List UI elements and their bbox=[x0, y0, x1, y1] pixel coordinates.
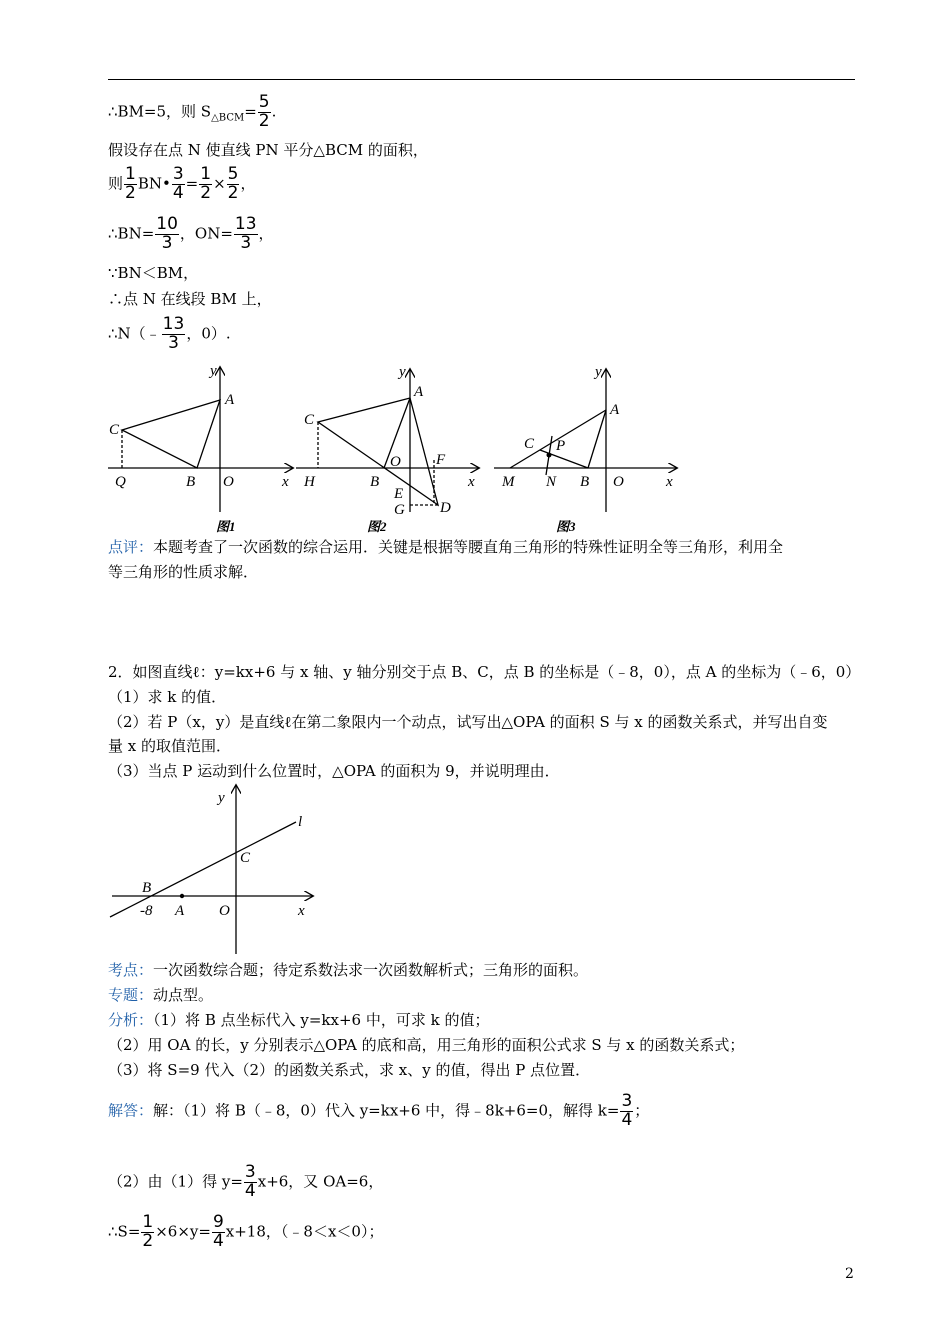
label-y: y bbox=[595, 364, 602, 380]
label-g: G bbox=[394, 502, 405, 518]
fraction bbox=[141, 1214, 154, 1251]
q2-part2b: 量 x 的取值范围． bbox=[108, 737, 231, 755]
text: . bbox=[271, 102, 277, 121]
zhuanti-label: 专题： bbox=[108, 986, 154, 1004]
numerator: 10 bbox=[156, 214, 178, 234]
denominator: 4 bbox=[244, 1180, 256, 1201]
fraction bbox=[212, 1214, 225, 1251]
fraction bbox=[234, 216, 258, 253]
label-c: C bbox=[109, 422, 120, 438]
numerator: 3 bbox=[621, 1091, 633, 1111]
text: ∴N（﹣ bbox=[108, 324, 161, 343]
q2-part3: （3）当点 P 运动到什么位置时，△OPA 的面积为 9，并说明理由． bbox=[108, 762, 560, 780]
denominator: 4 bbox=[212, 1230, 224, 1251]
numerator: 13 bbox=[234, 214, 257, 234]
label-q: Q bbox=[115, 474, 126, 490]
denominator: 3 bbox=[161, 232, 173, 253]
text: = bbox=[185, 174, 199, 193]
fenxi-line-1 bbox=[108, 1013, 490, 1028]
text: ×6×y= bbox=[155, 1222, 211, 1241]
fraction bbox=[155, 216, 179, 253]
zhuanti-line bbox=[108, 988, 213, 1003]
kaodian-text: 一次函数综合题；待定系数法求一次函数解析式；三角形的面积。 bbox=[153, 961, 589, 979]
line-assume: 假设存在点 N 使直线 PN 平分△BCM 的面积， bbox=[108, 141, 428, 159]
text: 则 bbox=[108, 174, 124, 193]
label-o: O bbox=[223, 474, 234, 490]
comment-line-2: 等三角形的性质求解． bbox=[108, 563, 259, 581]
fraction bbox=[172, 166, 185, 203]
denominator: 4 bbox=[172, 182, 184, 203]
label-a: A bbox=[414, 384, 424, 400]
fraction bbox=[227, 166, 240, 203]
numerator: 13 bbox=[162, 314, 185, 334]
comment-line-1 bbox=[108, 540, 783, 555]
label-c: C bbox=[240, 850, 251, 866]
label-o: O bbox=[613, 474, 624, 490]
label-y: y bbox=[218, 790, 225, 806]
caption-fig1: 图1 bbox=[216, 519, 236, 534]
kaodian-line bbox=[108, 963, 588, 978]
text: ， bbox=[258, 224, 274, 243]
label-y: y bbox=[210, 363, 217, 379]
zhuanti-text: 动点型。 bbox=[153, 986, 214, 1004]
jieda-label: 解答： bbox=[108, 1101, 154, 1120]
label-b: B bbox=[186, 474, 196, 490]
triangle-abc bbox=[122, 400, 220, 468]
numerator: 1 bbox=[125, 164, 136, 184]
line-segment: ∴点 N 在线段 BM 上， bbox=[108, 290, 272, 308]
denominator: 2 bbox=[142, 1230, 154, 1251]
label-o: O bbox=[390, 454, 401, 470]
solution-part2 bbox=[108, 1164, 383, 1201]
label-b: B bbox=[580, 474, 590, 490]
jieda-line bbox=[108, 1093, 649, 1130]
label-l: l bbox=[298, 814, 303, 830]
figure-line-l bbox=[100, 780, 320, 960]
text: ， bbox=[240, 174, 256, 193]
label-x: x bbox=[282, 474, 289, 490]
label-e: E bbox=[394, 486, 404, 502]
fraction bbox=[244, 1164, 257, 1201]
label-y: y bbox=[399, 364, 406, 380]
numerator: 9 bbox=[212, 1212, 224, 1232]
numerator: 3 bbox=[244, 1162, 256, 1182]
label-b: B bbox=[142, 880, 152, 896]
text: BN• bbox=[137, 174, 171, 193]
label-m: M bbox=[502, 474, 515, 490]
text: （2）由（1）得 y= bbox=[108, 1172, 243, 1191]
denominator: 3 bbox=[168, 332, 179, 353]
label-c: C bbox=[304, 412, 315, 428]
denominator: 2 bbox=[200, 182, 212, 203]
text: ∴BN= bbox=[108, 224, 155, 243]
line-ratio bbox=[108, 166, 256, 203]
fenxi-label: 分析： bbox=[108, 1011, 154, 1029]
fenxi-line-2: （2）用 OA 的长，y 分别表示△OPA 的底和高，用三角形的面积公式求 S 与 x 的函数关系式； bbox=[108, 1036, 745, 1054]
comment-text: 本题考查了一次函数的综合运用．关键是根据等腰直角三角形的特殊性证明全等三角形，利用全 bbox=[153, 538, 784, 556]
figure-3 bbox=[494, 370, 676, 512]
text: ； bbox=[634, 1101, 650, 1120]
label-n: N bbox=[546, 474, 557, 490]
line-bn bbox=[108, 216, 274, 253]
text: ，ON= bbox=[179, 224, 233, 243]
caption-fig3: 图3 bbox=[556, 519, 576, 534]
figure-2 bbox=[296, 370, 478, 512]
label-d: D bbox=[440, 500, 451, 516]
text: = bbox=[244, 102, 257, 121]
text: × bbox=[213, 174, 226, 193]
label-p: P bbox=[556, 438, 566, 454]
jieda-text: 解：（1）将 B（﹣8，0）代入 y=kx+6 中，得﹣8k+6=0，解得 k= bbox=[153, 1101, 620, 1120]
label-x: x bbox=[298, 903, 305, 919]
solution-area bbox=[108, 1214, 383, 1251]
kaodian-label: 考点： bbox=[108, 961, 154, 979]
label-a: A bbox=[225, 392, 235, 408]
fraction bbox=[258, 94, 271, 131]
fraction bbox=[162, 316, 186, 353]
figures-1-3 bbox=[100, 358, 690, 538]
page-number: 2 bbox=[845, 1266, 854, 1282]
fenxi-line-3: （3）将 S=9 代入（2）的函数关系式，求 x、y 的值，得出 P 点位置． bbox=[108, 1061, 591, 1079]
label-f: F bbox=[436, 452, 446, 468]
figure-1 bbox=[108, 368, 292, 512]
denominator: 2 bbox=[125, 182, 136, 203]
denominator: 2 bbox=[258, 110, 270, 131]
label-a: A bbox=[175, 903, 185, 919]
numerator: 5 bbox=[227, 164, 239, 184]
q2-stem: 2．如图直线ℓ：y=kx+6 与 x 轴、y 轴分别交于点 B、C，点 B 的坐标是（﹣8，0），点 A 的坐标为（﹣6，0） bbox=[108, 663, 861, 681]
q2-part2a: （2）若 P（x，y）是直线ℓ在第二象限内一个动点，试写出△OPA 的面积 S 与 x 的函数关系式，并写出自变 bbox=[108, 713, 828, 731]
numerator: 5 bbox=[258, 92, 270, 112]
fraction bbox=[124, 166, 137, 203]
label-o: O bbox=[219, 903, 230, 919]
label-h: H bbox=[304, 474, 315, 490]
line-n-coord bbox=[108, 316, 231, 353]
point-p bbox=[547, 453, 552, 458]
line-compare: ∵BN＜BM， bbox=[108, 264, 199, 282]
numerator: 3 bbox=[172, 164, 184, 184]
header-rule bbox=[108, 79, 855, 80]
text: ∴BM=5，则 S bbox=[108, 102, 212, 121]
label-b: B bbox=[370, 474, 380, 490]
denominator: 4 bbox=[621, 1109, 633, 1130]
label-c: C bbox=[524, 436, 535, 452]
point-a bbox=[180, 894, 184, 898]
text: x+18，（﹣8＜x＜0）； bbox=[225, 1222, 384, 1241]
denominator: 3 bbox=[240, 232, 252, 253]
denominator: 2 bbox=[227, 182, 239, 203]
comment-label: 点评： bbox=[108, 538, 154, 556]
fraction bbox=[620, 1093, 633, 1130]
label-x: x bbox=[666, 474, 673, 490]
fraction bbox=[199, 166, 212, 203]
line-bm bbox=[108, 94, 276, 131]
text: x+6，又 OA=6， bbox=[257, 1172, 384, 1191]
label-a: A bbox=[610, 402, 620, 418]
caption-fig2: 图2 bbox=[367, 519, 387, 534]
numerator: 1 bbox=[142, 1212, 154, 1232]
text: ，0）. bbox=[186, 324, 231, 343]
label-minus8: -8 bbox=[140, 903, 153, 919]
subscript: △BCM bbox=[211, 112, 245, 124]
line-l bbox=[110, 822, 296, 917]
q2-part1: （1）求 k 的值． bbox=[108, 688, 227, 706]
fenxi-text: （1）将 B 点坐标代入 y=kx+6 中，可求 k 的值； bbox=[153, 1011, 490, 1029]
text: ∴S= bbox=[108, 1222, 141, 1241]
numerator: 1 bbox=[200, 164, 212, 184]
label-x: x bbox=[468, 474, 475, 490]
